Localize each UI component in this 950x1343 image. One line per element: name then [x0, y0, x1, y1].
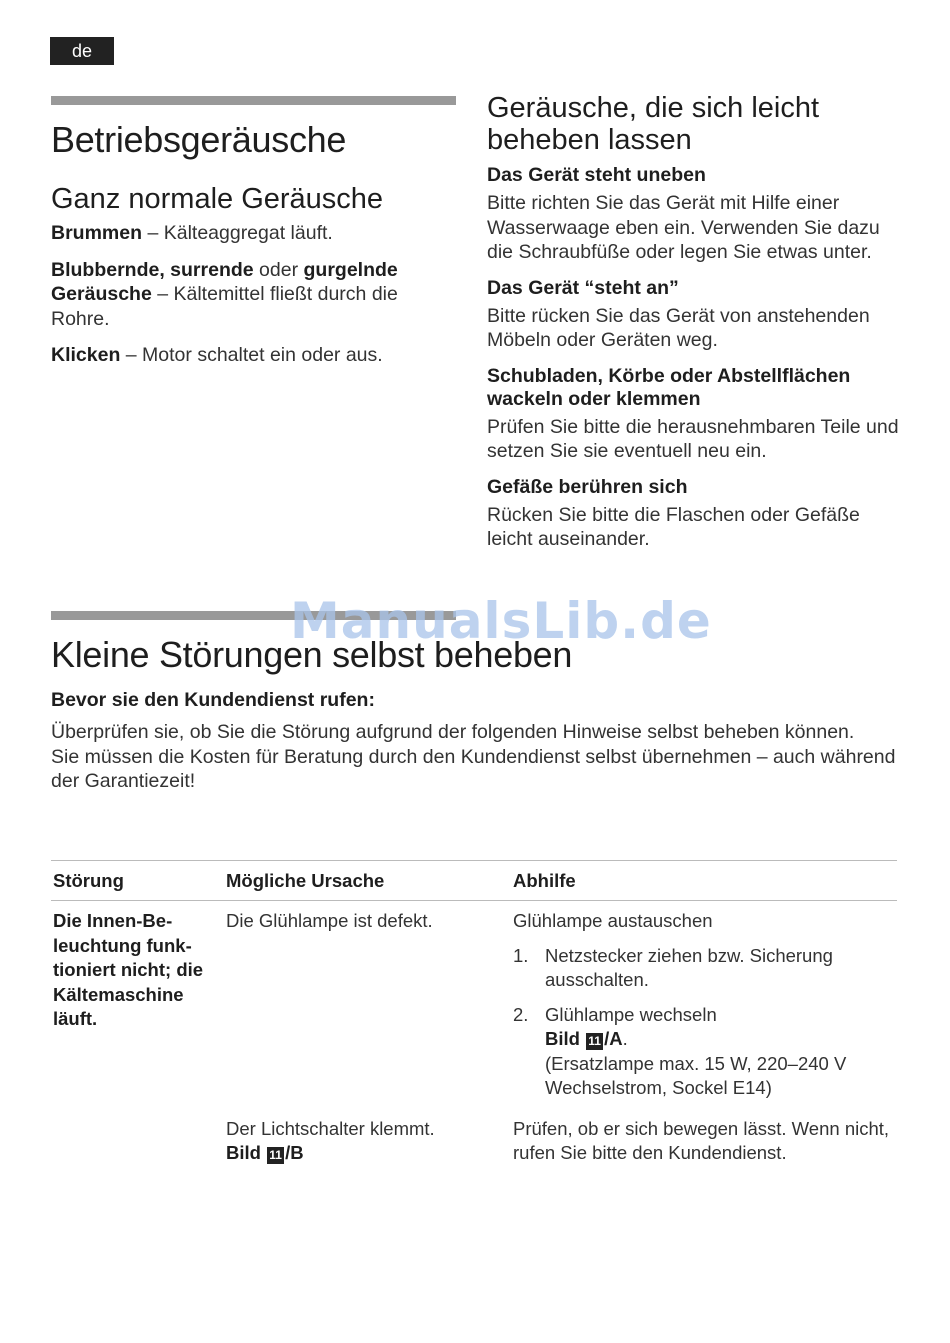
item-text: Bitte rücken Sie das Gerät von anstehenden Möbeln oder Geräten weg. — [487, 304, 870, 351]
step-item — [513, 1003, 897, 1101]
figure-number-icon: 11 — [267, 1147, 284, 1164]
noise-klicken: Klicken – Motor schaltet ein oder aus. — [51, 344, 383, 366]
step-item — [513, 944, 897, 993]
cell-abhilfe — [513, 909, 897, 1101]
remedy-text: Glühlampe austauschen — [513, 910, 713, 931]
step-number: 2. — [513, 1003, 529, 1025]
table-header — [51, 860, 897, 901]
cell-stoerung-empty — [51, 1117, 226, 1166]
right-column — [487, 92, 907, 552]
section-rule — [51, 611, 456, 620]
section-title: Betriebsgeräusche — [51, 119, 347, 160]
item-text: Rücken Sie bitte die Flaschen oder Gefäße leicht auseinander. — [487, 503, 860, 550]
watermark: ManualsLib.de — [290, 592, 712, 650]
troubleshooting-section — [51, 611, 897, 794]
cell-abhilfe: Prüfen, ob er sich bewegen lässt. Wenn nicht, rufen Sie bitte den Kundendienst. — [513, 1117, 890, 1163]
troubleshooting-title: Kleine Störungen selbst beheben — [51, 634, 573, 675]
cost-paragraph: Sie müssen die Kosten für Beratung durch den Kundendienst selbst übernehmen – auch während der Garantiezeit! — [51, 745, 896, 792]
troubleshooting-table — [51, 860, 897, 1166]
item-title: Schubladen, Körbe oder Abstellflächen wackeln oder klemmen — [487, 364, 851, 410]
section-rule — [51, 96, 456, 105]
troubleshooting-subheading: Bevor sie den Kundendienst rufen: — [51, 689, 375, 711]
item-title: Gefäße berühren sich — [487, 475, 688, 498]
cell-stoerung: Die Innen-Be-leuchtung funk-tioniert nicht; die Kältemaschine läuft. — [53, 910, 204, 1029]
table-row — [51, 901, 897, 1101]
right-title: Geräusche, die sich leicht beheben lassen — [487, 92, 820, 156]
noise-blubbernd: Blubbernde, surrende oder gurgelnde Geräusche – Kältemittel fließt durch die Rohre. — [51, 258, 398, 330]
cell-ursache: Der Lichtschalter klemmt. Bild 11 /B — [226, 1117, 435, 1163]
item-title: Das Gerät “steht an” — [487, 276, 679, 299]
figure-reference: Bild 11 /B — [226, 1142, 304, 1163]
step-text: Netzstecker ziehen bzw. Sicherung ausschalten. — [545, 944, 833, 990]
step-number: 1. — [513, 944, 529, 966]
left-column — [51, 96, 456, 380]
figure-reference: Bild 11 /A — [545, 1028, 623, 1049]
table-row — [51, 1101, 897, 1166]
noise-brummen: Brummen – Kälteaggregat läuft. — [51, 222, 333, 244]
lamp-note: (Ersatzlampe max. 15 W, 220–240 V Wechselstrom, Sockel E14) — [545, 1052, 847, 1098]
section-subtitle: Ganz normale Geräusche — [51, 183, 384, 215]
header-abhilfe: Abhilfe — [513, 869, 576, 891]
item-text: Bitte richten Sie das Gerät mit Hilfe einer Wasserwaage eben ein. Verwenden Sie dazu die Schraubfüße oder legen Sie etwas unter. — [487, 192, 880, 263]
step-text: Glühlampe wechseln Bild 11 /A. (Ersatzlampe max. 15 W, 220–240 V Wechselstrom, Sockel E14) — [545, 1003, 847, 1098]
intro-paragraph: Überprüfen sie, ob Sie die Störung aufgrund der folgenden Hinweise selbst beheben können. — [51, 721, 855, 743]
cell-ursache: Die Glühlampe ist defekt. — [226, 910, 433, 931]
header-ursache: Mögliche Ursache — [226, 869, 385, 891]
language-tab: de — [50, 37, 114, 65]
item-text: Prüfen Sie bitte die herausnehmbaren Teile und setzen Sie sie eventuell neu ein. — [487, 415, 899, 462]
item-title: Das Gerät steht uneben — [487, 164, 706, 186]
header-stoerung: Störung — [53, 869, 124, 891]
figure-number-icon: 11 — [586, 1033, 603, 1050]
